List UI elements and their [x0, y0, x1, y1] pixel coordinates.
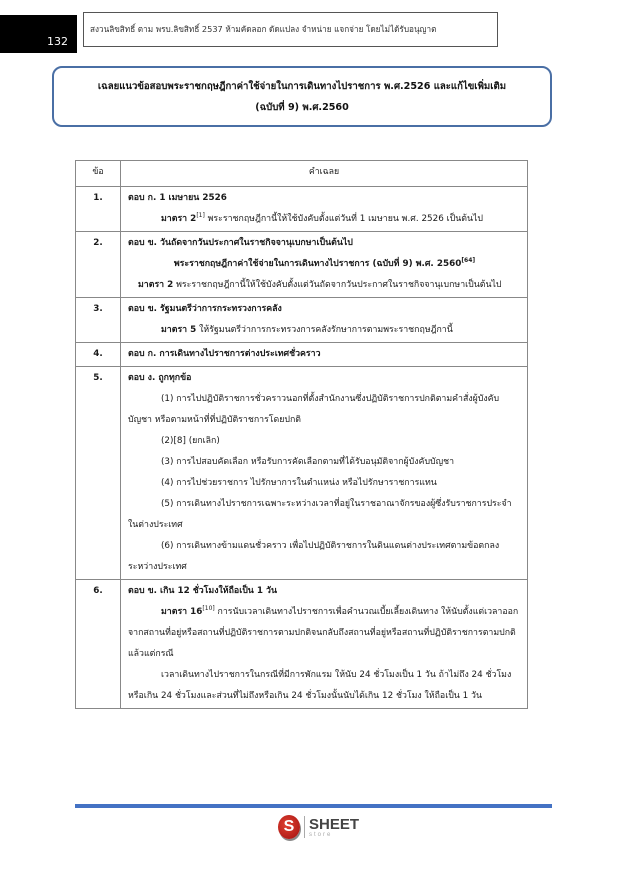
section-text: ให้รัฐมนตรีว่าการกระทรวงการคลังรักษาการตามพระราชกฤษฎีกานี้	[196, 325, 453, 335]
section-label: มาตรา 5	[161, 325, 197, 335]
decree-subtitle	[128, 254, 521, 275]
list-item: (1) การไปปฏิบัติราชการชั่วคราวนอกที่ตั้งสำนักงานซึ่งปฏิบัติราชการปกติตามคำสั่งผู้บังคับบัญชา หรือตามหน้าที่ที่ปฏิบัติราชการโดยปกติ	[128, 394, 500, 425]
row-answer	[121, 367, 528, 580]
answer-head: ตอบ ข. เกิน 12 ชั่วโมงให้ถือเป็น 1 วัน	[128, 586, 278, 596]
logo-name: SHEET	[309, 815, 360, 833]
row-answer	[121, 298, 528, 343]
logo-subtitle: store	[309, 831, 333, 838]
list-item: (4) การไปช่วยราชการ ไปรักษาการในตำแหน่ง หรือไปรักษาราชการแทน	[161, 478, 437, 488]
row-answer	[121, 187, 528, 232]
title-line-2: (ฉบับที่ 9) พ.ศ.2560	[255, 101, 349, 113]
row-number: 4.	[76, 343, 121, 367]
list-item: (3) การไปสอบคัดเลือก หรือรับการคัดเลือกตามที่ได้รับอนุมัติจากผู้บังคับบัญชา	[161, 457, 455, 467]
footnote-ref: [1]	[196, 212, 205, 220]
row-number: 1.	[76, 187, 121, 232]
header-num: ข้อ	[76, 161, 121, 187]
row-number: 2.	[76, 232, 121, 298]
list-item: (2)[8] (ยกเลิก)	[161, 436, 220, 446]
row-answer	[121, 343, 528, 367]
list-item: (6) การเดินทางข้ามแดนชั่วคราว เพื่อไปปฏิบัติราชการในดินแดนต่างประเทศตามข้อตกลงระหว่างประเทศ	[128, 541, 500, 572]
row-number: 6.	[76, 580, 121, 709]
footnote-ref: [10]	[202, 605, 215, 613]
subtitle-text: พระราชกฤษฎีกาค่าใช้จ่ายในการเดินทางไปราชการ (ฉบับที่ 9) พ.ศ. 2560	[173, 259, 462, 269]
header-answer: คำเฉลย	[121, 161, 528, 187]
list-item: (5) การเดินทางไปราชการเฉพาะระหว่างเวลาที่อยู่ในราชอาณาจักรของผู้ซึ่งรับราชการประจำในต่างประเทศ	[128, 499, 512, 530]
answer-body	[128, 602, 521, 665]
row-number: 5.	[76, 367, 121, 580]
section-text: พระราชกฤษฎีกานี้ให้ใช้บังคับตั้งแต่วันถัดจากวันประกาศในราชกิจจานุเบกษาเป็นต้นไป	[173, 280, 502, 290]
document-title	[52, 66, 552, 127]
footnote-ref: [64]	[461, 257, 476, 265]
logo-divider	[304, 816, 305, 838]
answer-head: ตอบ ง. ถูกทุกข้อ	[128, 373, 192, 383]
answer-head: ตอบ ข. รัฐมนตรีว่าการกระทรวงการคลัง	[128, 304, 282, 314]
answer-body-2: เวลาเดินทางไปราชการในกรณีที่มีการพักแรม ให้นับ 24 ชั่วโมงเป็น 1 วัน ถ้าไม่ถึง 24 ชั่วโมงหรือเกิน 24 ชั่วโมงและส่วนที่ไม่ถึงหรือเกิน 24 ชั่วโมงนั้นนับได้เกิน 12 ชั่วโมง ให้ถือเป็น 1 วัน	[128, 670, 512, 701]
section-text: การนับเวลาเดินทางไปราชการเพื่อคำนวณเบี้ยเลี้ยงเดินทาง ให้นับตั้งแต่เวลาออกจากสถานที่อยู่หรือสถานที่ปฏิบัติราชการตามปกติจนกลับถึงสถานที่อยู่หรือสถานที่ปฏิบัติราชการตามปกติ แล้วแต่กรณี	[128, 607, 519, 659]
table-row	[76, 298, 528, 343]
table-row	[76, 343, 528, 367]
answer-table	[75, 160, 528, 709]
logo-text	[309, 817, 359, 838]
row-answer	[121, 580, 528, 709]
footer-rule	[75, 804, 552, 808]
answer-head: ตอบ ก. การเดินทางไปราชการต่างประเทศชั่วคราว	[128, 349, 321, 359]
table-row	[76, 187, 528, 232]
answer-body	[128, 320, 521, 341]
section-text: พระราชกฤษฎีกานี้ให้ใช้บังคับตั้งแต่วันที่ 1 เมษายน พ.ศ. 2526 เป็นต้นไป	[204, 214, 483, 224]
sheet-store-logo	[278, 815, 359, 839]
table-row	[76, 232, 528, 298]
title-line-1: เฉลยแนวข้อสอบพระราชกฤษฎีกาค่าใช้จ่ายในการเดินทางไปราชการ พ.ศ.2526 และแก้ไขเพิ่มเติม	[97, 80, 507, 92]
section-label: มาตรา 2	[138, 280, 174, 290]
copyright-notice: สงวนลิขสิทธิ์ ตาม พรบ.ลิขสิทธิ์ 2537 ห้ามคัดลอก ดัดแปลง จำหน่าย แจกจ่าย โดยไม่ได้รับอนุญาต	[83, 12, 498, 47]
table-row	[76, 367, 528, 580]
table-row	[76, 580, 528, 709]
answer-head: ตอบ ข. วันถัดจากวันประกาศในราชกิจจานุเบกษาเป็นต้นไป	[128, 238, 353, 248]
answer-head: ตอบ ก. 1 เมษายน 2526	[128, 193, 227, 203]
logo-s-icon: S	[278, 815, 300, 839]
row-answer	[121, 232, 528, 298]
section-label: มาตรา 2	[161, 214, 197, 224]
table-header-row	[76, 161, 528, 187]
row-number: 3.	[76, 298, 121, 343]
answer-body	[128, 209, 521, 230]
page-number: 132	[0, 15, 77, 53]
section-label: มาตรา 16	[161, 607, 203, 617]
answer-body	[128, 275, 521, 296]
